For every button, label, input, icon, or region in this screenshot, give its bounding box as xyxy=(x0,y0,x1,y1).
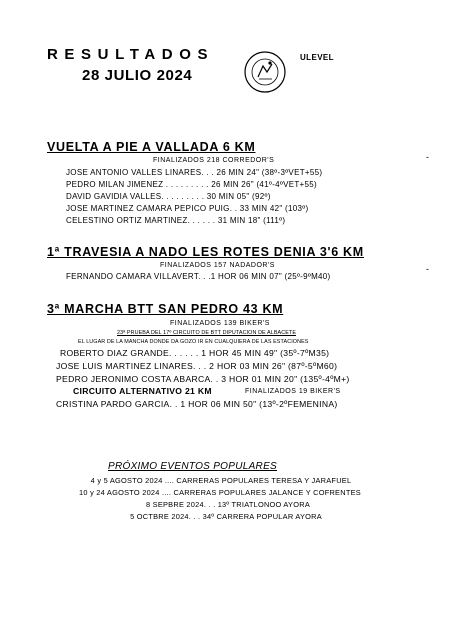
result-row: JOSE LUIS MARTINEZ LINARES. . . 2 HOR 03 MIN 26" (87º-5ºM60) xyxy=(56,361,338,371)
section-finishers: FINALIZADOS 157 NADADOR'S xyxy=(160,262,275,269)
ulevel-badge: ULEVEL xyxy=(300,53,334,62)
result-row: DAVID GAVIDIA VALLES. . . . . . . . . 30 MIN 05" (92º) xyxy=(66,192,271,201)
club-logo-icon xyxy=(243,50,287,94)
upcoming-item: 5 OCTBRE 2024. . . 34º CARRERA POPULAR AYORA xyxy=(130,512,322,521)
side-mark: - xyxy=(426,264,429,274)
result-row: CELESTINO ORTIZ MARTINEZ. . . . . . 31 MIN 18" (111º) xyxy=(66,216,286,225)
alternative-circuit-label: CIRCUITO ALTERNATIVO 21 KM xyxy=(73,386,212,396)
section-title: 3ª MARCHA BTT SAN PEDRO 43 KM xyxy=(47,302,284,316)
result-row: ROBERTO DIAZ GRANDE. . . . . . 1 HOR 45 MIN 49" (35º-7ºM35) xyxy=(60,348,330,358)
result-row: PEDRO JERONIMO COSTA ABARCA. . 3 HOR 01 MIN 20" (135º-4ºM+) xyxy=(56,374,350,384)
upcoming-item: 4 y 5 AGOSTO 2024 .... CARRERAS POPULARES TERESA Y JARAFUEL xyxy=(90,476,352,485)
section-title: VUELTA A PIE A VALLADA 6 KM xyxy=(47,140,256,154)
section-finishers: FINALIZADOS 218 CORREDOR'S xyxy=(153,157,275,164)
upcoming-title: PRÓXIMO EVENTOS POPULARES xyxy=(108,461,278,472)
alternative-finishers: FINALIZADOS 19 BIKER'S xyxy=(245,388,341,395)
result-row: JOSE ANTONIO VALLES LINARES. . . 26 MIN 24" (38º-3ºVET+55) xyxy=(66,168,323,177)
page-title: RESULTADOS xyxy=(47,46,215,63)
section-subtitle: EL LUGAR DE LA MANCHA DONDE DA GOZO IR EN CUALQUIERA DE LAS ESTACIONES xyxy=(78,339,309,345)
result-row: JOSE MARTINEZ CAMARA PEPICO PUIG. . 33 MIN 42" (103º) xyxy=(66,204,309,213)
section-finishers: FINALIZADOS 139 BIKER'S xyxy=(170,320,270,327)
section-subtitle: 23ª PRUEBA DEL 17º CIRCUITO DE BTT DIPUTACION DE ALBACETE xyxy=(117,330,297,336)
result-row: CRISTINA PARDO GARCIA. . 1 HOR 06 MIN 50" (13º-2ºFEMENINA) xyxy=(56,399,338,409)
result-row: PEDRO MILAN JIMENEZ . . . . . . . . . 26 MIN 26" (41º-4ºVET+55) xyxy=(66,180,317,189)
upcoming-item: 10 y 24 AGOSTO 2024 .... CARRERAS POPULARES JALANCE Y COFRENTES xyxy=(79,488,361,497)
side-mark: - xyxy=(426,152,429,162)
result-row: FERNANDO CAMARA VILLAVERT. . .1 HOR 06 MIN 07" (25º-9ºM40) xyxy=(66,272,331,281)
upcoming-item: 8 SEPBRE 2024. . . 13º TRIATLONOO AYORA xyxy=(145,500,311,509)
section-title: 1ª TRAVESIA A NADO LES ROTES DENIA 3'6 KM xyxy=(47,245,364,259)
page-date: 28 JULIO 2024 xyxy=(82,67,193,84)
